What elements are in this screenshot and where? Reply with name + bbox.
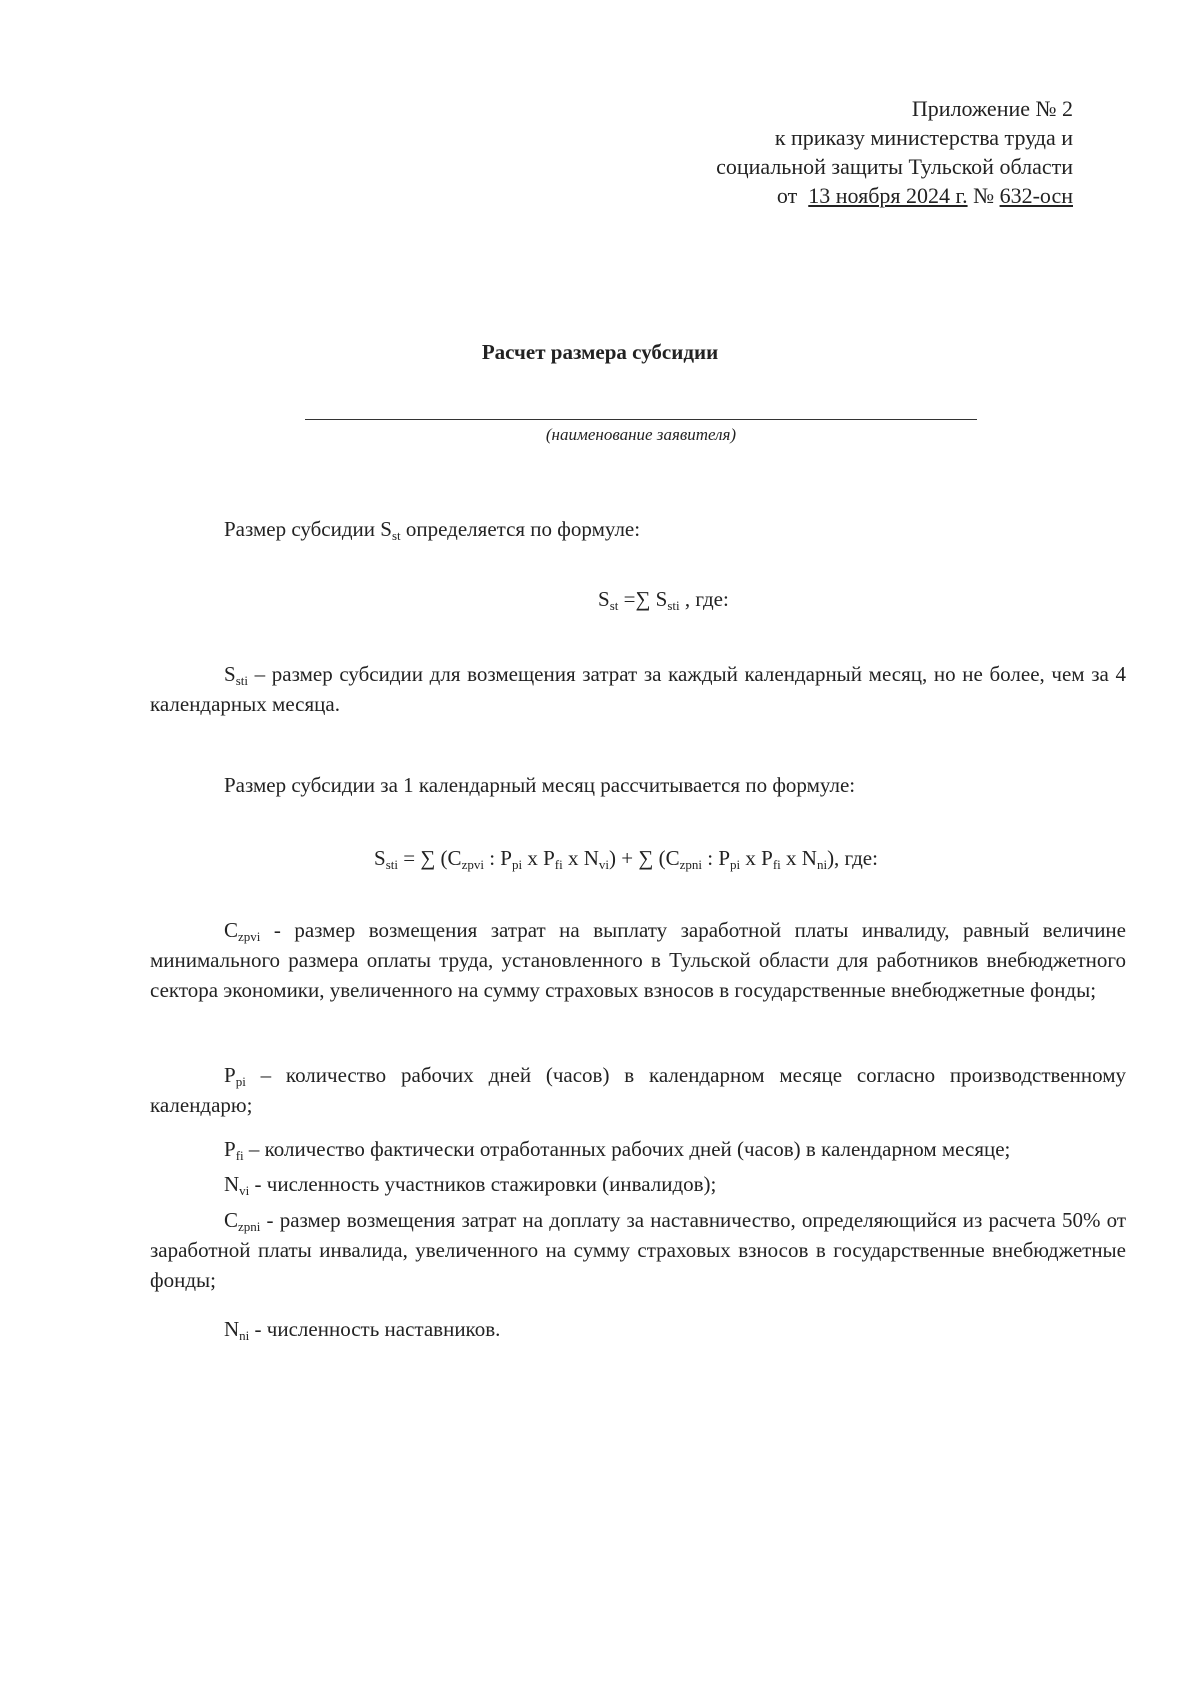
definition-ppi: $P_{pi}$ – количество рабочих дней (часов) в календарном месяце согласно производственному календарю; <box>150 1063 1126 1117</box>
order-date-line <box>716 181 1073 210</box>
definition-nvi: $N_{vi}$ - численность участников стажировки (инвалидов); <box>224 1172 717 1198</box>
order-number: 632-осн <box>999 183 1073 208</box>
definition-pfi: $P_{fi}$ – количество фактически отработанных рабочих дней (часов) в календарном месяце; <box>224 1137 1011 1163</box>
definition-czpvi: $C_{zpvi}$ - размер возмещения затрат на выплату заработной платы инвалиду, равный величине минимального размера оплаты труда, установленного в Тульской области для работников внебюджетного сектора экономики, увеличенного на сумму страховых взносов в государственные внебюджетные фонды; <box>150 918 1126 1002</box>
monthly-intro: Размер субсидии за 1 календарный месяц рассчитывается по формуле: <box>224 773 856 797</box>
from-prefix: от <box>776 183 798 208</box>
applicant-name-line <box>305 419 977 420</box>
intro-paragraph: Размер субсидии $S_{st}$ определяется по формуле: <box>224 517 641 543</box>
ministry-name: социальной защиты Тульской области <box>716 154 1073 179</box>
order-reference: к приказу министерства труда и <box>774 125 1073 150</box>
number-sign: № <box>973 183 995 208</box>
appendix-header <box>716 94 1073 210</box>
formula-total: $S_{st}$ =∑ $S_{sti}$ , где: <box>598 587 729 613</box>
definition-ssti: $S_{sti}$ – размер субсидии для возмещения затрат за каждый календарный месяц, но не более, чем за 4 календарных месяца. <box>150 662 1126 716</box>
order-date: 13 ноября 2024 г. <box>808 183 968 208</box>
formula-monthly: $S_{sti}$ = ∑ ($C_{zpvi}$ : $P_{pi}$ x $P_{fi}$ x $N_{vi}$) + ∑ ($C_{zpni}$ : $P_{pi}$ x $P_{fi}$ x $N_{ni}$), где: <box>374 846 878 872</box>
definition-nni: $N_{ni}$ - численность наставников. <box>224 1317 501 1343</box>
document-title: Расчет размера субсидии <box>481 340 719 364</box>
definition-czpni: $C_{zpni}$ - размер возмещения затрат на доплату за наставничество, определяющийся из расчета 50% от заработной платы инвалида, увеличенного на сумму страховых взносов в государственные внебюджетные фонды; <box>150 1208 1126 1292</box>
appendix-number: Приложение № 2 <box>911 96 1073 121</box>
applicant-caption: (наименование заявителя) <box>545 425 737 444</box>
